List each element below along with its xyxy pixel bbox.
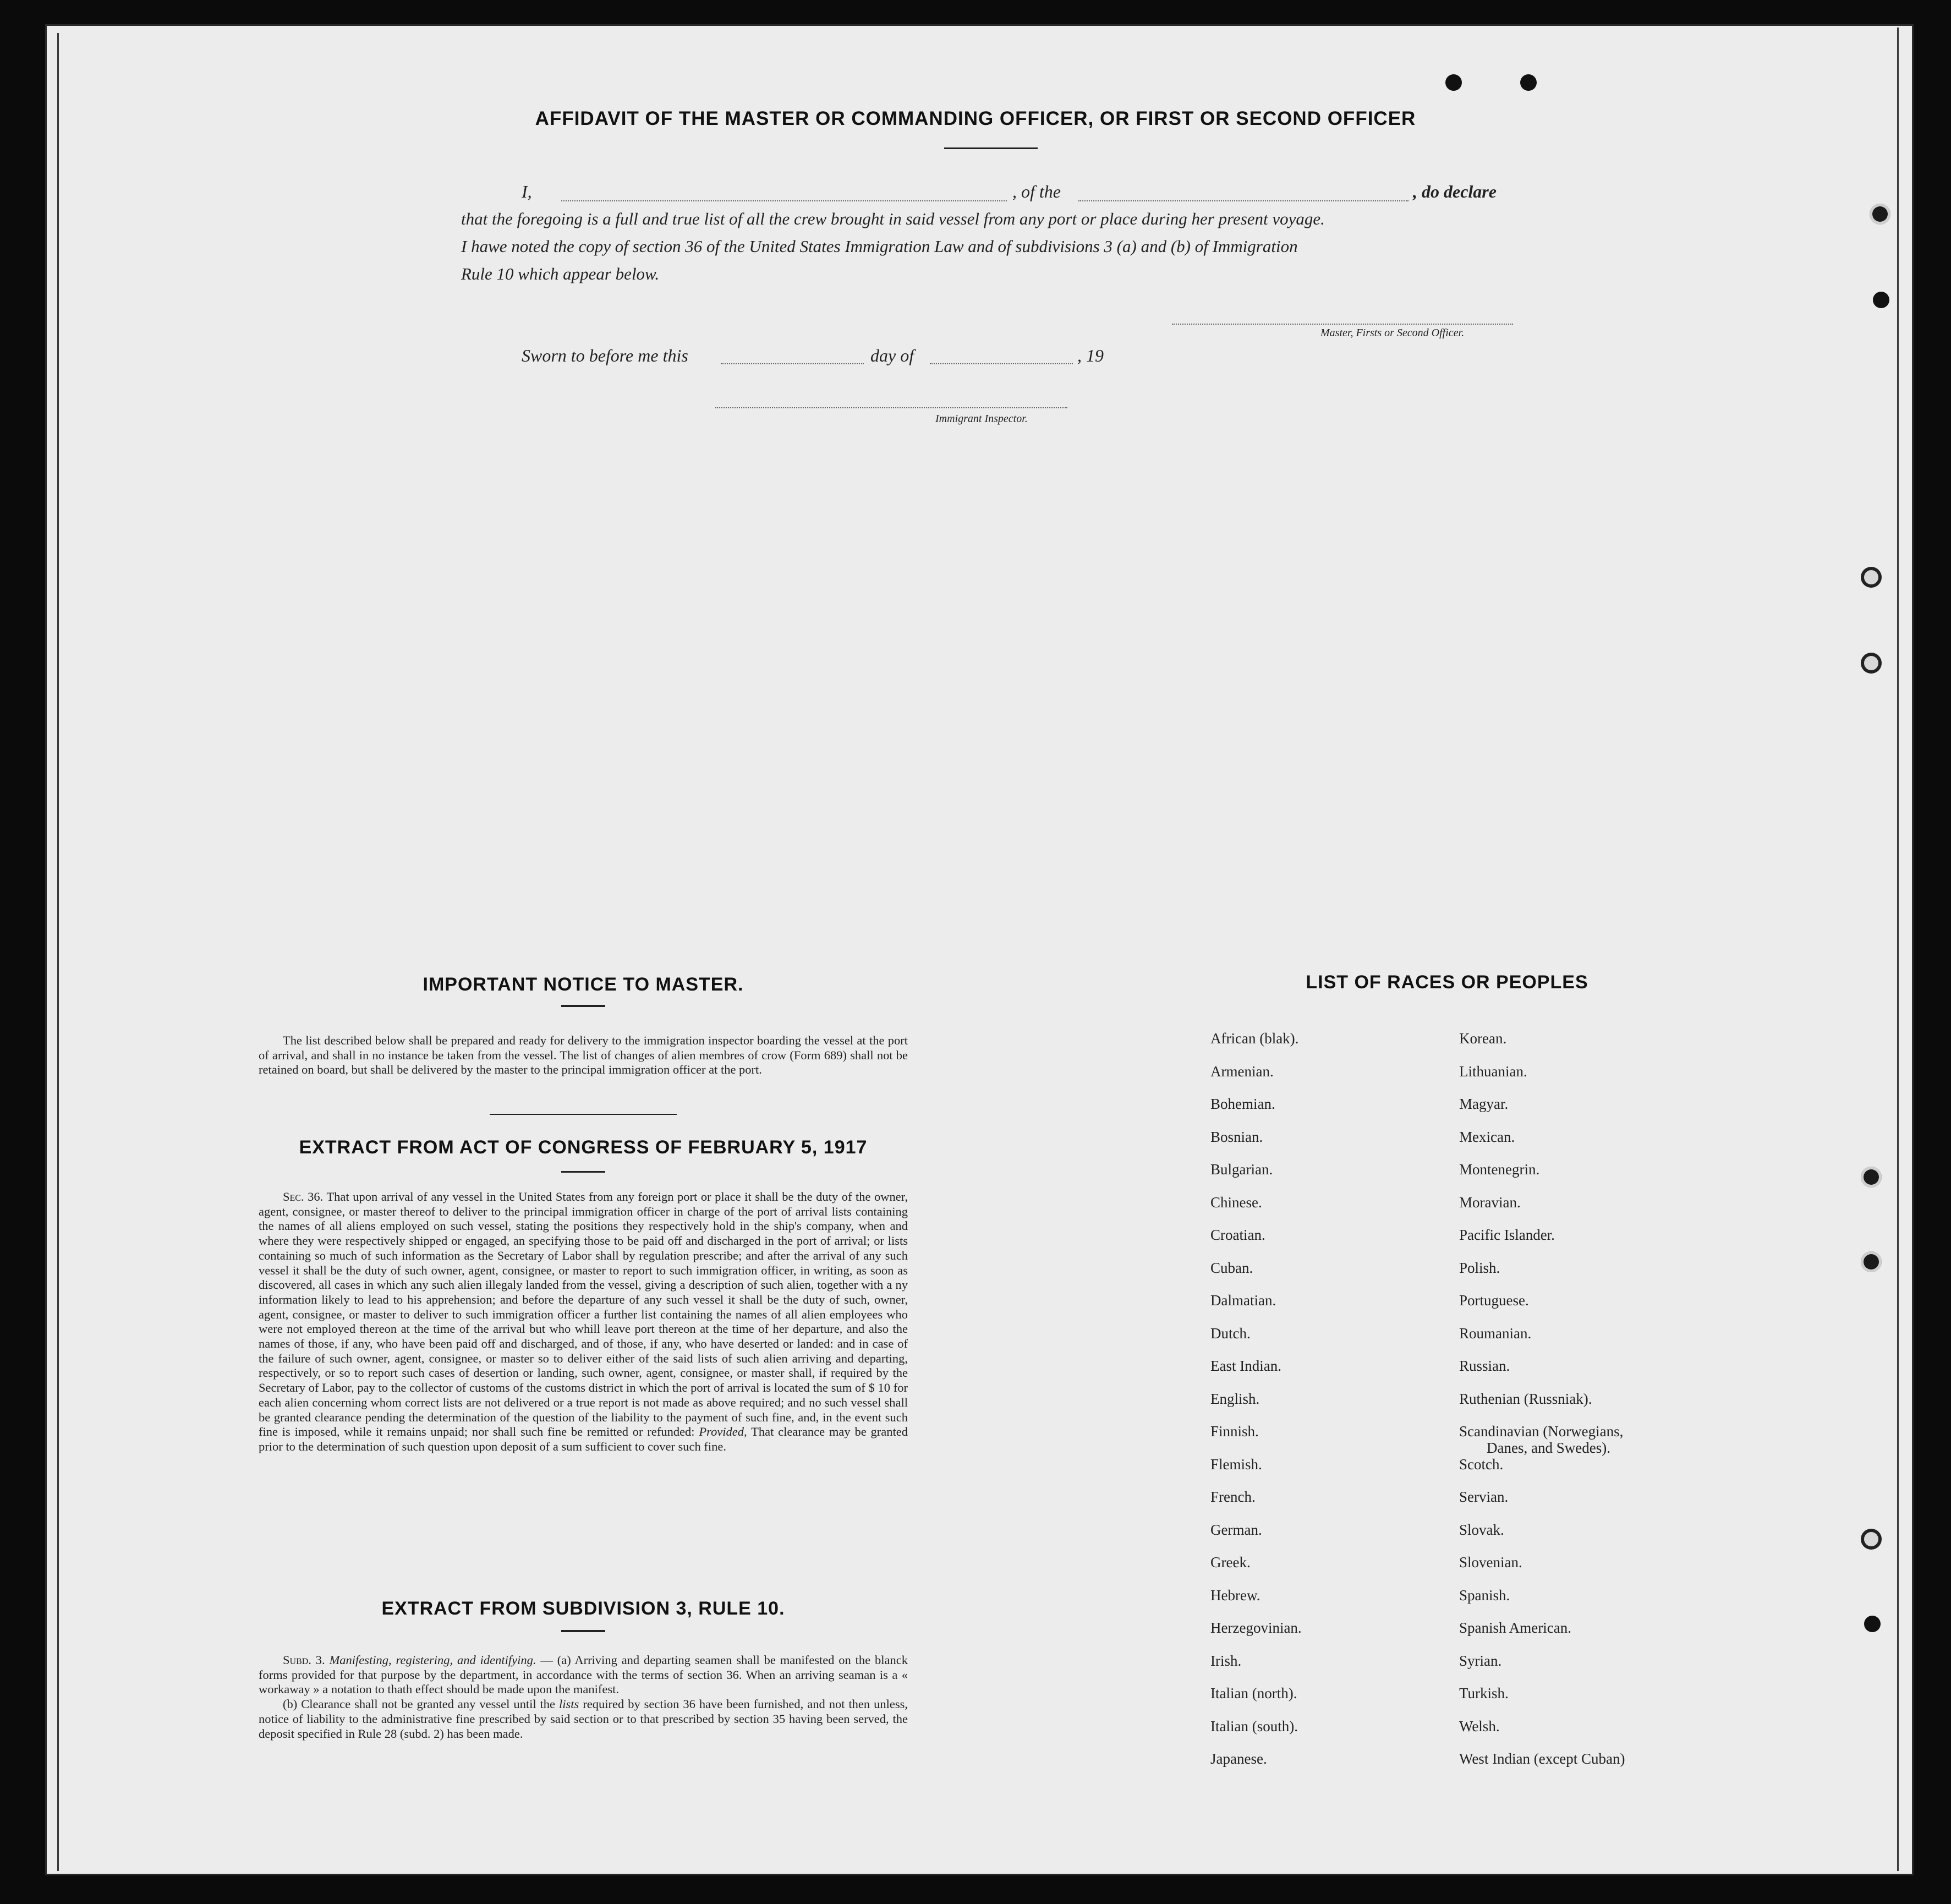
race-item: Dalmatian.: [1210, 1292, 1276, 1309]
punch-hole-icon: [1861, 567, 1882, 588]
race-item: Syrian.: [1459, 1652, 1502, 1669]
race-item: Scotch.: [1459, 1456, 1504, 1473]
notice-ornament: [561, 1005, 605, 1007]
punch-hole-icon: [1873, 292, 1889, 308]
race-item: Pacific Islander.: [1459, 1227, 1555, 1243]
sworn-day-field[interactable]: [721, 363, 864, 364]
race-item: Flemish.: [1210, 1456, 1262, 1473]
right-edge-line: [1897, 28, 1899, 1871]
race-item: Moravian.: [1459, 1194, 1521, 1211]
race-item: Irish.: [1210, 1652, 1242, 1669]
subd-label: Subd. 3.: [283, 1653, 325, 1667]
race-item: Hebrew.: [1210, 1586, 1261, 1604]
race-item: Finnish.: [1210, 1423, 1259, 1440]
sworn-label: Sworn to before me this: [522, 346, 688, 365]
master-signature-field[interactable]: [1172, 324, 1513, 325]
race-item: Scandinavian (Norwegians,: [1459, 1423, 1624, 1440]
race-item: Portuguese.: [1459, 1292, 1529, 1309]
affidavit-line-2: that the foregoing is a full and true list of all the crew brought in said vessel from any port or place during her present voyage.: [461, 209, 1325, 228]
race-item: Armenian.: [1210, 1063, 1274, 1080]
act-text: That upon arrival of any vessel in the United States from any foreign port or place it shall be the duty of the owner, agent, consignee, or master thereof to deliver to the principal immigration officer in charge of the port of arrival lists containing the names of all aliens employed on such vessel, stating the positions they respectively hold in the ship's company, when and where they were respectively shipped or engaged, an specifying those to be paid off and discharged in the port of arrival; or lists containing so much of such information as the Secretary of Labor shall by regulation prescribe; and after the arrival of any such vessel it shall be the duty of such owner, agent, consignee, or master to report to such immigration officer, in writing, as soon as discovered, all cases in which any such alien illegaly landed from the vessel, giving a description of such alien, together with a ny information likely to lead to his apprehension; and before the departure of any such vessel it shall be the duty of such, owner, agent, consignee, or master to deliver to such immigration officer a further list containing the names of all alien employees who were not employed thereon at the time of the arrival but who whill leave port thereon at the time of her departure, and also the names of those, if any, who have been paid off and discharged, and of those, if any, who have deserted or landed: and in case of the failure of such owner, agent, consignee, or master so to deliver either of the said lists of such alien arriving and departing, respectively, or so to report such cases of desertion or landing, such owner, agent, consignee, or master shall, if required by the Secretary of Labor, pay to the collector of customs of the customs district in which the port of arrival is located the sum of $ 10 for each alien concerning whom correct lists are not delivered or a true report is not made as above required; and no such vessel shall be granted clearance pending the determination of the question of the liability to the payment of such fine, and, in the event such fine is imposed, while it remains unpaid; nor shall such fine be remitted or refunded:: [259, 1190, 908, 1439]
declare-label: , do declare: [1413, 182, 1497, 201]
race-item: Turkish.: [1459, 1685, 1509, 1701]
punch-hole-icon: [1870, 204, 1890, 225]
race-item: Magyar.: [1459, 1096, 1509, 1112]
left-edge-line: [57, 33, 59, 1871]
race-item: Welsh.: [1459, 1717, 1500, 1735]
races-title: LIST OF RACES OR PEOPLES: [1306, 972, 1588, 993]
race-item: Polish.: [1459, 1259, 1500, 1276]
punch-hole-icon: [1861, 1167, 1882, 1188]
affidavit-line-4: Rule 10 which appear below.: [461, 264, 660, 283]
affidavit-line-3: I hawe noted the copy of section 36 of the United States Immigration Law and of subdivisions 3 (a) and (b) of Immigration: [461, 237, 1298, 256]
subd-b-lists: lists: [559, 1697, 579, 1711]
race-item: Japanese.: [1210, 1750, 1267, 1767]
race-item: Cuban.: [1210, 1259, 1253, 1276]
of-the-label: , of the: [1012, 182, 1061, 201]
master-caption: Master, Firsts or Second Officer.: [1320, 327, 1465, 339]
subd-b-text-2: required by section 36 have been furnished, and not then unless, notice of liability to the administrative fine prescribed by said section or to that prescribed by section 35 having been served, the deposit specified in Rule 28 (subd. 2) has been made.: [259, 1697, 908, 1741]
notice-divider: [490, 1114, 677, 1115]
rule-text-block: [259, 1653, 908, 1741]
race-item: French.: [1210, 1489, 1256, 1505]
race-item: Spanish.: [1459, 1586, 1510, 1604]
race-item: West Indian (except Cuban): [1459, 1750, 1625, 1767]
race-item: Bulgarian.: [1210, 1161, 1273, 1178]
officer-name-field[interactable]: [561, 200, 1007, 201]
year-label: , 19: [1077, 346, 1104, 365]
race-item: Chinese.: [1210, 1194, 1262, 1211]
day-of-label: day of: [870, 346, 914, 365]
punch-hole-icon: [1861, 1251, 1882, 1272]
i-label: I,: [522, 182, 532, 201]
inspector-signature-field[interactable]: [715, 407, 1067, 408]
subd-b-text-1: Clearance shall not be granted any vessel until the: [301, 1697, 556, 1711]
subd-heading: Manifesting, registering, and identifying.: [329, 1653, 536, 1667]
race-item: Ruthenian (Russniak).: [1459, 1390, 1592, 1407]
race-item: Slovak.: [1459, 1521, 1504, 1538]
race-item: Croatian.: [1210, 1227, 1265, 1243]
rule-ornament: [561, 1630, 605, 1632]
race-item: Herzegovinian.: [1210, 1620, 1302, 1636]
subd-a-text: — (a) Arriving and departing seamen shall be manifested on the blanck forms provided for that purpose by the department, in accordance with the terms of section 36. When an arriving seaman is a « workaway » a notation to thath effect should be made upon the manifest.: [259, 1653, 908, 1697]
race-item: Spanish American.: [1459, 1620, 1571, 1636]
punch-hole-icon: [1445, 74, 1462, 91]
race-item: Mexican.: [1459, 1128, 1515, 1145]
affidavit-title: AFFIDAVIT OF THE MASTER OR COMMANDING OFFICER, OR FIRST OR SECOND OFFICER: [535, 108, 1416, 129]
race-item: Montenegrin.: [1459, 1161, 1540, 1178]
race-item: Italian (south).: [1210, 1717, 1298, 1735]
race-item: Italian (north).: [1210, 1685, 1297, 1701]
notice-text: The list described below shall be prepared and ready for delivery to the immigration inspector boarding the vessel at the port of arrival, and shall in no instance be taken from the vessel. The list of changes of alien membres of crow (Form 689) shall not be retained on board, but shall be delivered by the master to the principal immigration officer at the port.: [259, 1033, 908, 1077]
act-text-end: That clearance may be granted prior to the determination of such question upon deposit of a sum sufficient to cover such fine.: [259, 1425, 908, 1453]
race-item: Bohemian.: [1210, 1096, 1275, 1112]
provided-label: Provided,: [699, 1425, 747, 1439]
vessel-name-field[interactable]: [1078, 200, 1409, 201]
race-item: Servian.: [1459, 1489, 1509, 1505]
race-item-continuation: Danes, and Swedes).: [1487, 1440, 1610, 1456]
race-item: English.: [1210, 1390, 1260, 1407]
sec-label: Sec. 36.: [283, 1190, 324, 1203]
race-item: Slovenian.: [1459, 1554, 1522, 1571]
act-ornament: [561, 1171, 605, 1173]
title-divider: [944, 147, 1038, 149]
race-item: German.: [1210, 1521, 1262, 1538]
inspector-caption: Immigrant Inspector.: [935, 413, 1028, 425]
race-item: Roumanian.: [1459, 1325, 1532, 1342]
race-item: African (blak).: [1210, 1030, 1299, 1047]
punch-hole-icon: [1861, 1529, 1882, 1550]
punch-hole-icon: [1520, 74, 1537, 91]
notice-title: IMPORTANT NOTICE TO MASTER.: [423, 974, 744, 995]
race-item: Greek.: [1210, 1554, 1251, 1571]
race-item: Lithuanian.: [1459, 1063, 1527, 1080]
race-item: Russian.: [1459, 1358, 1510, 1374]
race-item: East Indian.: [1210, 1358, 1281, 1374]
sworn-month-field[interactable]: [930, 363, 1073, 364]
act-text-block: [259, 1190, 908, 1454]
race-item: Bosnian.: [1210, 1128, 1263, 1145]
race-item: Dutch.: [1210, 1325, 1251, 1342]
punch-hole-icon: [1864, 1616, 1881, 1632]
subd-b-label: (b): [283, 1697, 298, 1711]
rule-title: EXTRACT FROM SUBDIVISION 3, RULE 10.: [381, 1598, 785, 1619]
punch-hole-icon: [1861, 653, 1882, 674]
act-title: EXTRACT FROM ACT OF CONGRESS OF FEBRUARY 5, 1917: [299, 1137, 868, 1158]
race-item: Korean.: [1459, 1030, 1507, 1047]
